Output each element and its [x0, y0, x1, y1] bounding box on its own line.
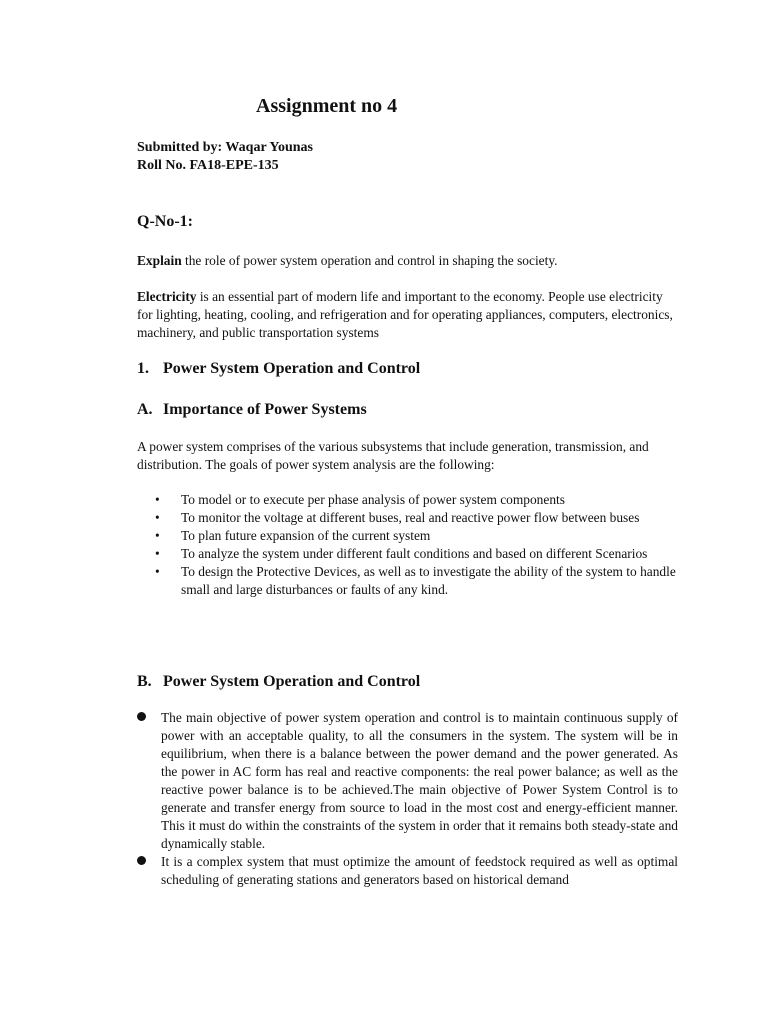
filled-bullet-icon — [137, 856, 146, 865]
filled-bullet-icon — [137, 712, 146, 721]
electricity-paragraph — [137, 288, 677, 342]
list-item — [137, 509, 677, 527]
goal-text: To monitor the voltage at different buses, real and reactive power flow between buses — [181, 510, 640, 525]
goal-text: To plan future expansion of the current system — [181, 528, 431, 543]
goal-text: To model or to execute per phase analysis of power system components — [181, 492, 565, 507]
question-text — [137, 252, 677, 270]
section-b-heading — [137, 673, 420, 691]
goals-list — [137, 491, 677, 599]
section-a-intro: A power system comprises of the various subsystems that include generation, transmission, and distribution. The goals of power system analysis are the following: — [137, 439, 649, 472]
goal-text: To design the Protective Devices, as well as to investigate the ability of the system to handle small and large disturbances or faults of any kind. — [181, 564, 676, 597]
roll-number: Roll No. FA18-EPE-135 — [137, 158, 279, 173]
bullet-icon: • — [155, 510, 160, 525]
objective-text: It is a complex system that must optimize the amount of feedstock required as well as optimal scheduling of generating stations and generators based on historical demand — [161, 854, 678, 887]
list-item — [137, 545, 677, 563]
list-item — [137, 491, 677, 509]
question-number: Q-No-1: — [137, 213, 193, 230]
section-1-label: Power System Operation and Control — [163, 360, 421, 377]
document-title: Assignment no 4 — [256, 95, 398, 117]
explain-keyword: Explain — [137, 253, 182, 268]
bullet-icon: • — [155, 492, 160, 507]
objectives-list — [137, 709, 678, 889]
question-body: the role of power system operation and control in shaping the society. — [181, 253, 558, 268]
submitted-by: Submitted by: Waqar Younas — [137, 140, 313, 155]
list-item — [137, 563, 677, 599]
section-b-number: B. — [137, 673, 152, 690]
section-a-number: A. — [137, 401, 153, 418]
objective-text: The main objective of power system operation and control is to maintain continuous supply of power with an acceptable quality, to all the consumers in the system. The system will be in equilibrium, when there is a balance between the power demand and the power generated. As the power in AC form has real and reactive components: the real power balance; as well as the reactive power balance is to be achieved.The main objective of Power System Control is to generate and transfer energy from source to load in the most cost and energy-efficient manner. This it must do within the constraints of the system in order that it remains both steady-state and dynamically stable. — [161, 710, 678, 851]
author-block — [137, 139, 313, 175]
list-item — [137, 853, 678, 889]
electricity-keyword: Electricity — [137, 289, 197, 304]
section-1-heading — [137, 360, 420, 378]
goal-text: To analyze the system under different fault conditions and based on different Scenarios — [181, 546, 648, 561]
bullet-icon: • — [155, 564, 160, 579]
bullet-icon: • — [155, 546, 160, 561]
list-item — [137, 527, 677, 545]
bullet-icon: • — [155, 528, 160, 543]
electricity-body: is an essential part of modern life and important to the economy. People use electricity for lighting, heating, cooling, and refrigeration and for operating appliances, computers, electronics, machinery, and public transportation systems — [137, 289, 673, 340]
section-a-label: Importance of Power Systems — [163, 401, 367, 418]
section-a-heading — [137, 401, 367, 419]
list-item — [137, 709, 678, 853]
section-1-number: 1. — [137, 360, 149, 377]
section-b-label: Power System Operation and Control — [163, 673, 421, 690]
